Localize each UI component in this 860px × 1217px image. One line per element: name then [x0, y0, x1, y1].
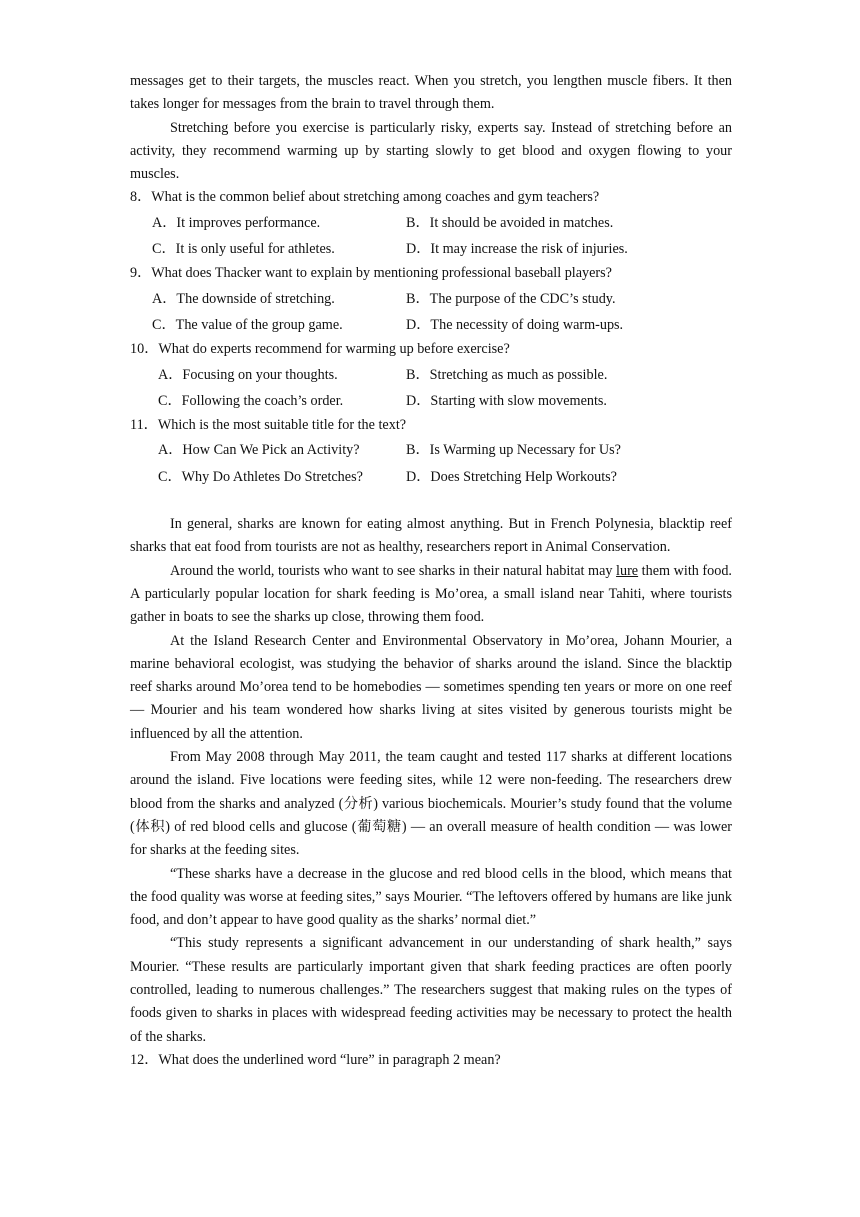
passage-paragraph-6: “This study represents a significant advancement in our understanding of shark health,” says Mourier. “These results are particularly important given that shark feeding practices are often poorly controlled, leading to numerous challenges.” The researchers suggest that making rules on the types of foods given to sharks in places with widespread feeding activities may be necessary to protect the health of the sharks. [130, 935, 732, 1045]
question-12-stem: 12．What does the underlined word “lure” in paragraph 2 mean? [130, 1051, 501, 1068]
underlined-word: lure [616, 562, 639, 579]
question-stem: 9．What does Thacker want to explain by mentioning professional baseball players? [130, 265, 612, 282]
passage-paragraph-1: In general, sharks are known for eating almost anything. But in French Polynesia, blacktip reef sharks that eat food from tourists are not as healthy, researchers report in Animal Conservation. [130, 516, 732, 556]
options-grid [130, 286, 732, 339]
option-b: B．It should be avoided in matches. [406, 214, 614, 231]
option-d: D．Starting with slow movements. [406, 392, 607, 409]
passage-paragraph-4: From May 2008 through May 2011, the team caught and tested 117 sharks at different locations around the island. Five locations were feeding sites, while 12 were non-feeding. The researchers drew blood from the sharks and analyzed (分析) various biochemicals. Mourier’s study found that the volume (体积) of red blood cells and glucose (葡萄糖) — an overall measure of health condition — was lower for sharks at the feeding sites. [130, 749, 732, 859]
option-c: C．It is only useful for athletes. [152, 241, 335, 258]
passage-paragraph-2 [130, 560, 732, 630]
option-d: D．The necessity of doing warm-ups. [406, 316, 624, 333]
option-d: D．It may increase the risk of injuries. [406, 241, 628, 258]
option-d: D．Does Stretching Help Workouts? [406, 468, 617, 485]
passage-paragraph-5: “These sharks have a decrease in the glucose and red blood cells in the blood, which means that the food quality was worse at feeding sites,” says Mourier. “The leftovers offered by humans are like junk food, and don’t appear to have good quality as the sharks’ normal diet.” [130, 865, 732, 929]
option-c: C．The value of the group game. [152, 316, 343, 333]
question-8 [130, 186, 732, 262]
option-a: A．It improves performance. [152, 214, 321, 231]
question-10 [130, 338, 732, 414]
options-grid [130, 362, 732, 415]
question-stem: 11．Which is the most suitable title for the text? [130, 417, 407, 434]
options-grid [130, 437, 732, 490]
option-a: A．The downside of stretching. [152, 290, 335, 307]
option-c: C．Why Do Athletes Do Stretches? [158, 468, 363, 485]
paragraph-text: Around the world, tourists who want to see sharks in their natural habitat may [170, 562, 617, 579]
option-b: B．Is Warming up Necessary for Us? [406, 442, 621, 459]
intro-paragraph-2: Stretching before you exercise is particularly risky, experts say. Instead of stretching before an activity, they recommend warming up by starting slowly to get blood and oxygen flowing to your muscles. [130, 119, 732, 183]
question-9 [130, 262, 732, 338]
intro-paragraph-1: messages get to their targets, the muscles react. When you stretch, you lengthen muscle fibers. It then takes longer for messages from the brain to travel through them. [130, 73, 732, 113]
section-gap [130, 490, 732, 513]
passage-paragraph-3: At the Island Research Center and Environmental Observatory in Mo’orea, Johann Mourier, a marine behavioral ecologist, was studying the behavior of sharks around the island. Since the blacktip reef sharks around Mo’orea tend to be homebodies — sometimes spending ten years or more on one reef — Mourier and his team wondered how sharks living at sites visited by generous tourists might be influenced by all the attention. [130, 632, 732, 742]
question-stem: 8．What is the common belief about stretching among coaches and gym teachers? [130, 189, 600, 206]
document-page [130, 70, 732, 1072]
option-b: B．Stretching as much as possible. [406, 366, 608, 383]
question-stem: 10．What do experts recommend for warming up before exercise? [130, 341, 510, 358]
options-grid [130, 210, 732, 263]
option-c: C．Following the coach’s order. [158, 392, 344, 409]
option-b: B．The purpose of the CDC’s study. [406, 290, 616, 307]
option-a: A．Focusing on your thoughts. [158, 366, 338, 383]
paragraph-text: them with food. A particularly popular location for shark feeding is Mo’orea, a small island near Tahiti, where tourists gather in boats to see the sharks up close, throwing them food. [130, 562, 732, 626]
option-a: A．How Can We Pick an Activity? [158, 442, 360, 459]
question-11 [130, 414, 732, 490]
